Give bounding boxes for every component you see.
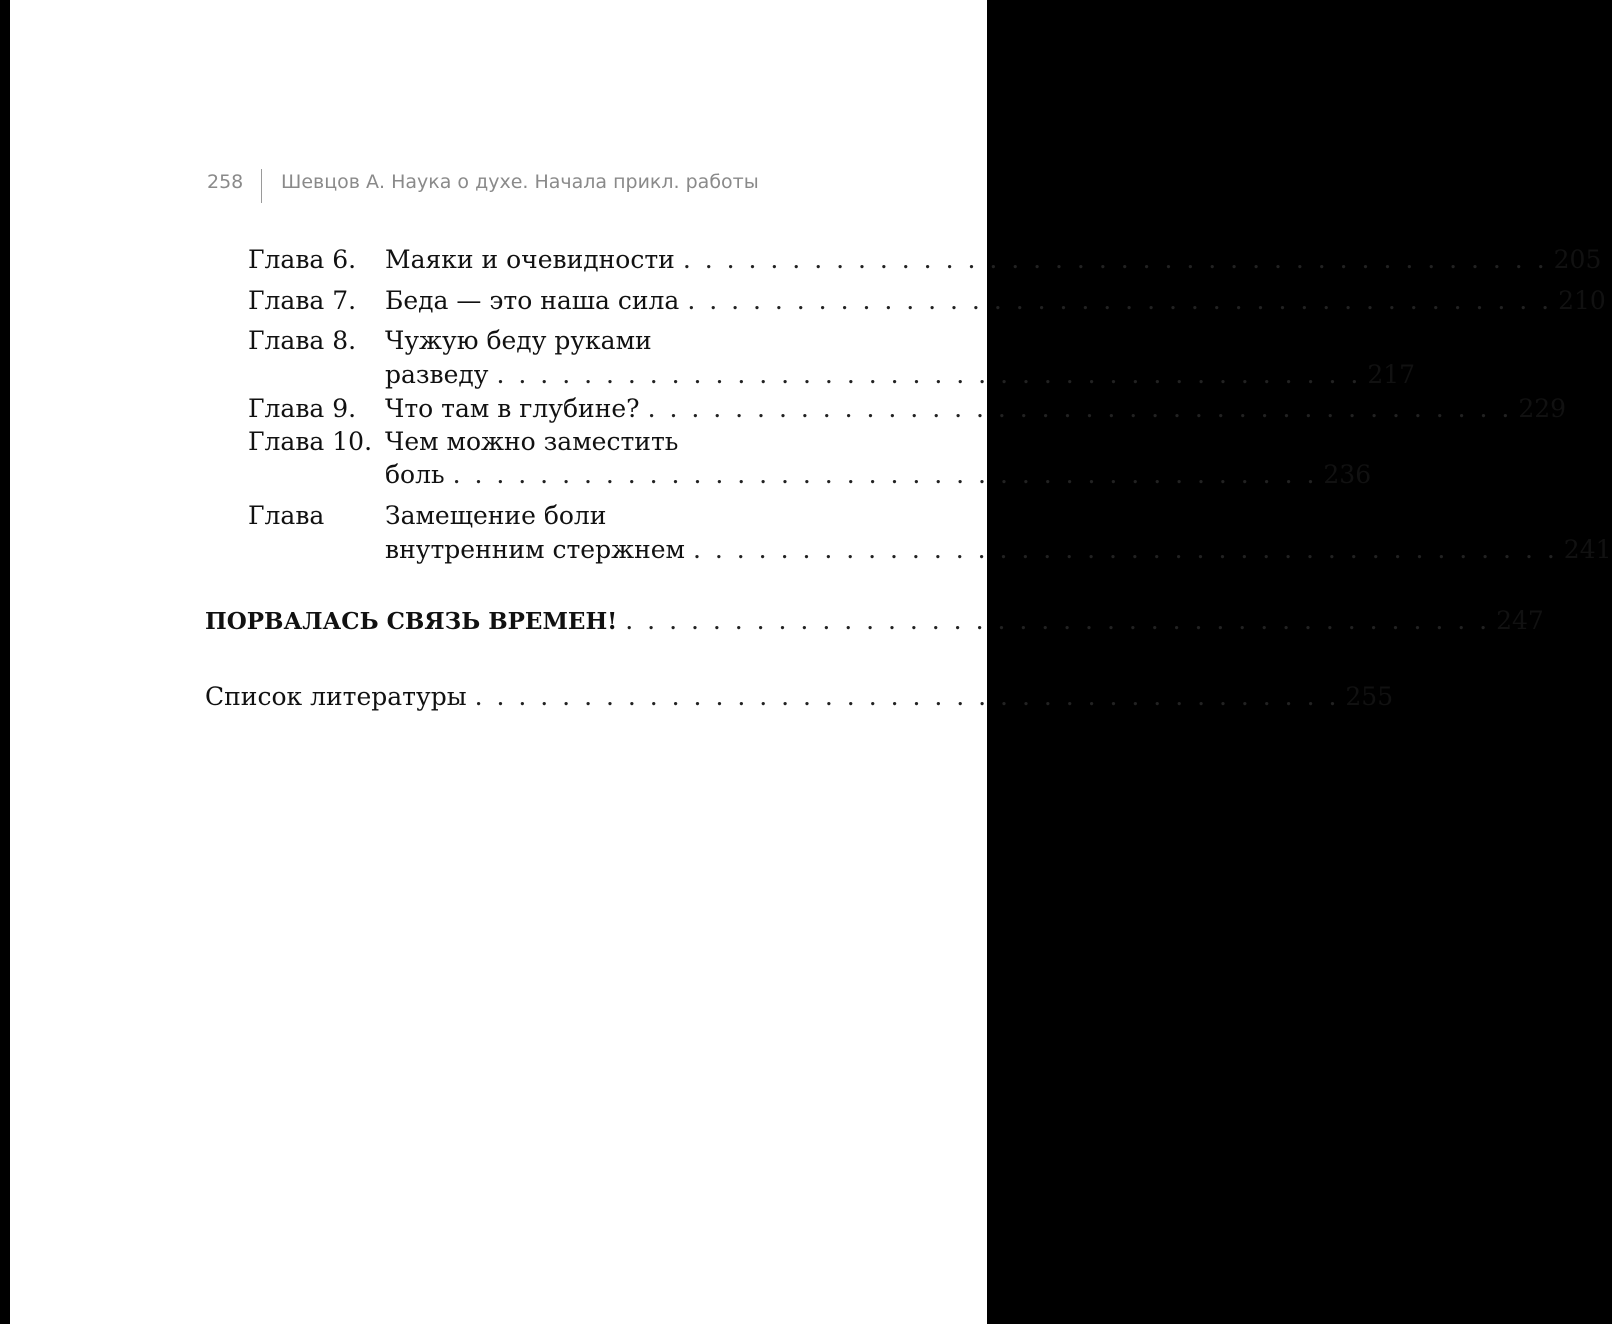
toc-chapter-title: Чем можно заместить	[385, 427, 679, 456]
toc-page-number: 217	[1367, 360, 1416, 389]
toc-chapter-title-cont: боль	[385, 460, 445, 489]
toc-leader-line	[385, 284, 1606, 318]
toc-page-number: 205	[1553, 245, 1602, 274]
toc-chapter-label: Глава 6.	[248, 245, 357, 274]
toc-chapter-title-cont: внутренним стержнем	[385, 535, 685, 564]
toc-dot-leader: . . . . . . . . . . . . . . . . . . . . . . . . . . . . . . . . . . . . . . . .	[625, 606, 1491, 635]
toc-dot-leader: . . . . . . . . . . . . . . . . . . . . . . . . . . . . . . . . . . . . . . . .	[452, 460, 1318, 489]
page-number: 258	[207, 171, 244, 193]
toc-dot-leader: . . . . . . . . . . . . . . . . . . . . . . . . . . . . . . . . . . . . . . . .	[682, 245, 1548, 274]
toc-leader-line	[385, 458, 1372, 492]
toc-page-number: 229	[1518, 394, 1567, 423]
toc-leader-line	[385, 358, 1416, 392]
toc-page-number: 236	[1323, 460, 1372, 489]
toc-chapter-label: Глава 9.	[248, 394, 357, 423]
toc-chapter-label: Глава 7.	[248, 286, 357, 315]
toc-leader-line	[205, 604, 1544, 639]
toc-chapter-title-cont: разведу	[385, 360, 489, 389]
toc-chapter-label: Глава 8.	[248, 326, 357, 355]
toc-chapter-title: Маяки и очевидности	[385, 245, 675, 274]
toc-chapter-title: Замещение боли	[385, 501, 607, 530]
toc-dot-leader: . . . . . . . . . . . . . . . . . . . . . . . . . . . . . . . . . . . . . . . .	[647, 394, 1513, 423]
toc-section-title: ПОРВАЛАСЬ СВЯЗЬ ВРЕМЕН!	[205, 608, 618, 635]
toc-leader-line	[385, 243, 1602, 277]
book-page	[10, 0, 1612, 1324]
table-of-contents	[10, 0, 1612, 1324]
toc-leader-line	[385, 533, 1612, 567]
toc-page-number: 210	[1558, 286, 1606, 315]
toc-leader-line	[385, 392, 1567, 426]
toc-page-number: 247	[1496, 606, 1544, 635]
toc-chapter-title: Что там в глубине?	[385, 394, 640, 423]
toc-leader-line	[205, 680, 1394, 714]
toc-chapter-label: Глава 10.	[248, 427, 373, 456]
toc-chapter-title: Беда — это наша сила	[385, 286, 680, 315]
running-title: Шевцов А. Наука о духе. Начала прикл. работы	[281, 171, 759, 193]
toc-dot-leader: . . . . . . . . . . . . . . . . . . . . . . . . . . . . . . . . . . . . . . . .	[687, 286, 1553, 315]
toc-dot-leader: . . . . . . . . . . . . . . . . . . . . . . . . . . . . . . . . . . . . . . . .	[474, 682, 1340, 711]
toc-dot-leader: . . . . . . . . . . . . . . . . . . . . . . . . . . . . . . . . . . . . . . . .	[496, 360, 1362, 389]
toc-chapter-label: Глава	[248, 501, 325, 530]
toc-chapter-title: Чужую беду руками	[385, 326, 652, 355]
toc-dot-leader: . . . . . . . . . . . . . . . . . . . . . . . . . . . . . . . . . . . . . . . .	[693, 535, 1558, 564]
toc-bibliography-title: Список литературы	[205, 682, 467, 711]
toc-page-number: 255	[1345, 682, 1394, 711]
toc-page-number: 241	[1563, 535, 1612, 564]
